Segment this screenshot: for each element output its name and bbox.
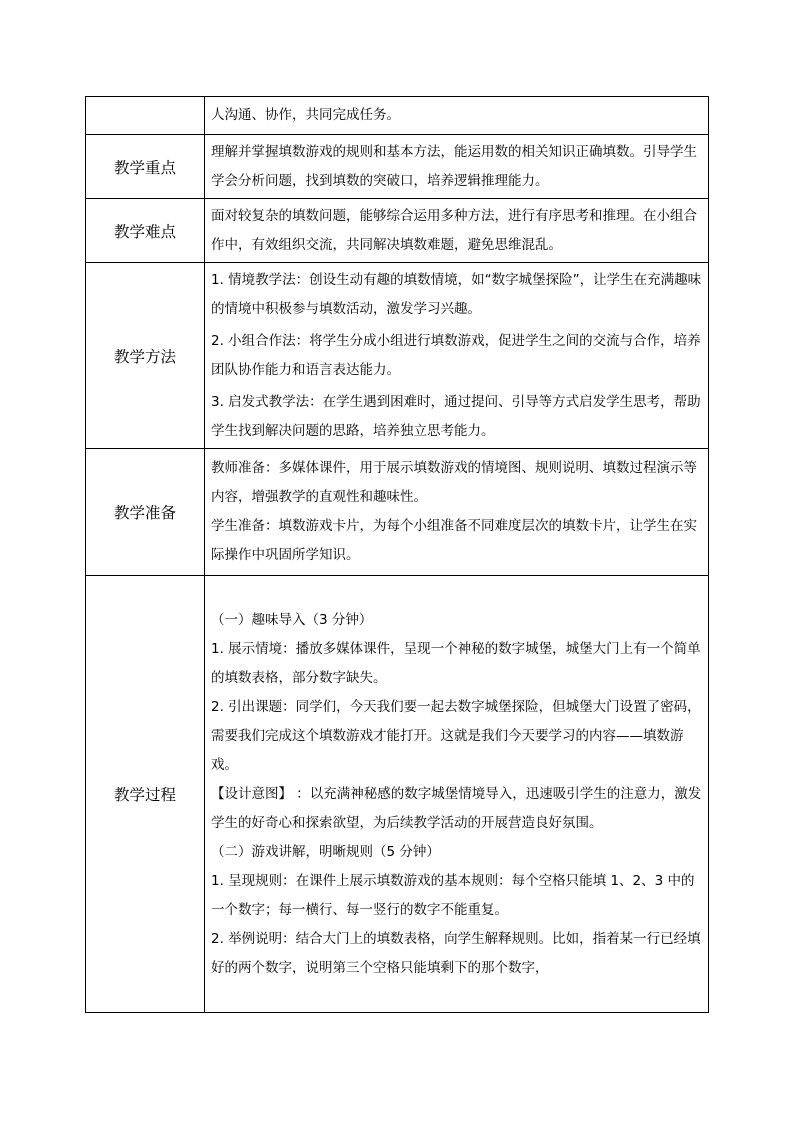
paragraph: 1. 情境教学法：创设生动有趣的填数情境，如“数字城堡探险”，让学生在充满趣味的情境中积极参与填数活动，激发学习兴趣。	[211, 271, 702, 317]
row-body	[205, 135, 709, 199]
row-title: 教学难点	[86, 199, 205, 263]
row-title: 教学过程	[86, 576, 205, 1013]
paragraph: 2. 举例说明：结合大门上的填数表格，向学生解释规则。比如，指着某一行已经填好的两个数字，说明第三个空格只能填剩下的那个数字，	[211, 930, 701, 976]
paragraph: 3. 启发式教学法：在学生遇到困难时，通过提问、引导等方式启发学生思考，帮助学生找到解决问题的思路，培养独立思考能力。	[211, 393, 701, 439]
design-intent: 【设计意图】 ：以充满神秘感的数字城堡情境导入，迅速吸引学生的注意力，激发学生的好奇心和探索欲望，为后续教学活动的开展营造良好氛围。	[211, 785, 702, 831]
paragraph: 教师准备：多媒体课件，用于展示填数游戏的情境图、规则说明、填数过程演示等内容，增强教学的直观性和趣味性。	[211, 460, 697, 505]
row-title: 教学准备	[86, 449, 205, 576]
paragraph: 2. 引出课题：同学们，今天我们要一起去数字城堡探险，但城堡大门设置了密码，需要我们完成这个填数游戏才能打开。这就是我们今天要学习的内容——填数游戏。	[211, 698, 701, 773]
row-body	[205, 97, 709, 135]
table-row	[86, 576, 709, 1013]
row-body	[205, 449, 709, 576]
section-heading: （二）游戏讲解，明晰规则（5 分钟）	[211, 843, 440, 860]
paragraph: 1. 呈现规则：在课件上展示填数游戏的基本规则：每个空格只能填 1、2、3 中的一个数字；每一横行、每一竖行的数字不能重复。	[211, 872, 695, 918]
lesson-plan-table	[85, 96, 709, 1013]
row-title-blank	[86, 97, 205, 135]
row-body	[205, 576, 709, 1013]
row-title: 教学方法	[86, 263, 205, 449]
table-row	[86, 135, 709, 199]
row-body	[205, 199, 709, 263]
paragraph: 学生准备：填数游戏卡片，为每个小组准备不同难度层次的填数卡片，让学生在实际操作中巩固所学知识。	[211, 518, 697, 563]
section-heading: （一）趣味导入（3 分钟）	[211, 611, 373, 628]
table-row	[86, 97, 709, 135]
paragraph: 2. 小组合作法：将学生分成小组进行填数游戏，促进学生之间的交流与合作，培养团队协作能力和语言表达能力。	[211, 332, 701, 378]
row-body	[205, 263, 709, 449]
table-row	[86, 199, 709, 263]
row-title: 教学重点	[86, 135, 205, 199]
table-row	[86, 263, 709, 449]
paragraph: 1. 展示情境：播放多媒体课件，呈现一个神秘的数字城堡，城堡大门上有一个简单的填数表格，部分数字缺失。	[211, 640, 701, 686]
table-row	[86, 449, 709, 576]
paragraph: 理解并掌握填数游戏的规则和基本方法，能运用数的相关知识正确填数。引导学生学会分析问题，找到填数的突破口，培养逻辑推理能力。	[211, 143, 697, 189]
paragraph: 人沟通、协作，共同完成任务。	[211, 107, 400, 123]
paragraph: 面对较复杂的填数问题，能够综合运用多种方法，进行有序思考和推理。在小组合作中，有效组织交流，共同解决填数难题，避免思维混乱。	[211, 207, 697, 253]
